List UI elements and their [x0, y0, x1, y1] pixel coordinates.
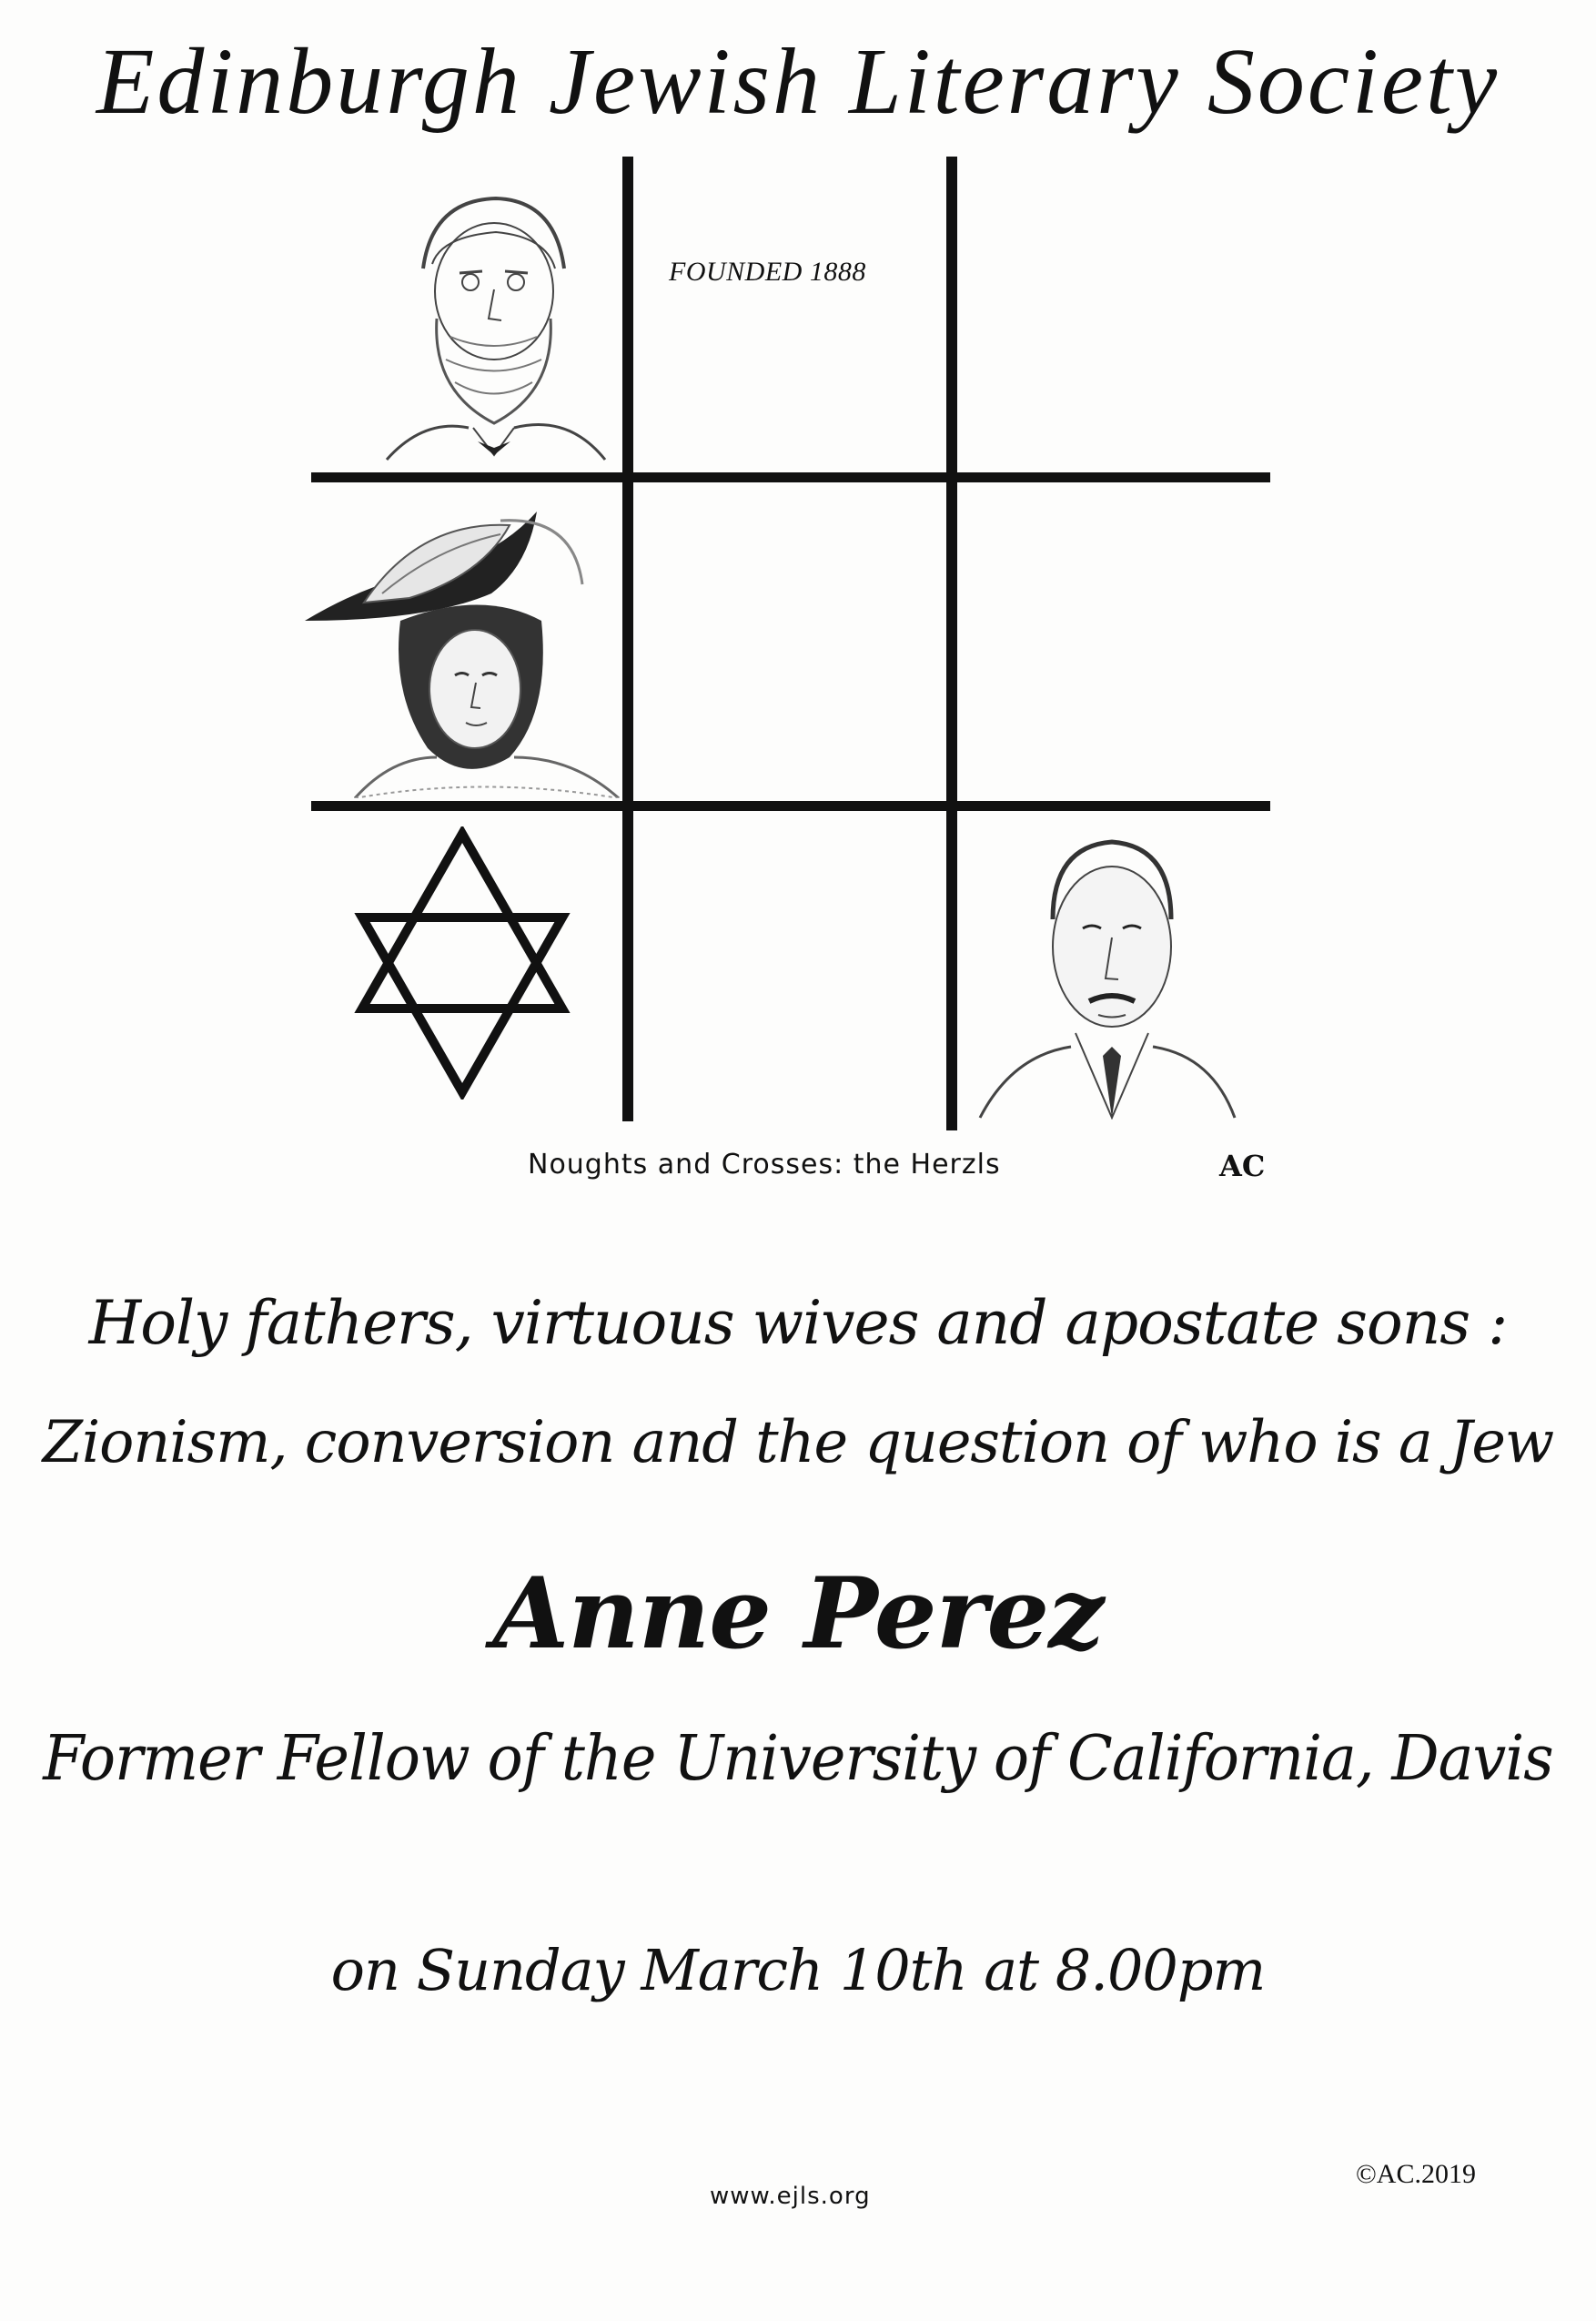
artist-mark: AC [1219, 1149, 1266, 1183]
woman-in-feathered-hat-portrait [300, 484, 623, 798]
star-of-david-icon [353, 826, 571, 1100]
talk-title-line-2: Zionism, conversion and the question of who is a Jew [42, 1409, 1554, 1476]
bearded-man-portrait [369, 182, 614, 464]
founded-label: FOUNDED 1888 [669, 257, 866, 287]
event-date-time: on Sunday March 10th at 8.00pm [330, 1937, 1266, 2003]
talk-title-line-1: Holy fathers, virtuous wives and apostate sons : [88, 1288, 1508, 1358]
grid-line-horizontal-bottom [311, 801, 1270, 811]
website-link[interactable]: www.ejls.org [710, 2183, 871, 2210]
man-with-moustache-portrait [975, 828, 1239, 1120]
speaker-name: Anne Perez [492, 1556, 1104, 1671]
grid-line-vertical-right [946, 157, 957, 1130]
poster-title: Edinburgh Jewish Literary Society [96, 29, 1500, 134]
grid-line-vertical-left [622, 157, 633, 1121]
grid-line-horizontal-top [311, 472, 1270, 482]
illustration-caption: Noughts and Crosses: the Herzls [528, 1149, 1001, 1181]
speaker-affiliation: Former Fellow of the University of California, Davis [43, 1723, 1553, 1795]
copyright-notice: ©AC.2019 [1356, 2159, 1476, 2189]
